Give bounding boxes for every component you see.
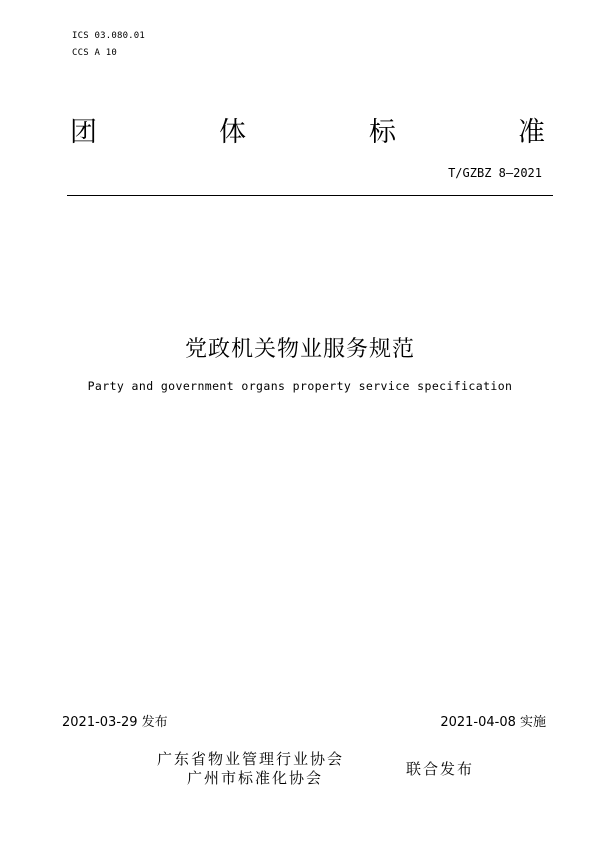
ics-code: ICS 03.080.01 [72, 31, 146, 41]
ccs-code: CCS A 10 [72, 48, 117, 58]
document-type-char: 团 [70, 117, 97, 148]
document-type-char: 体 [219, 117, 246, 148]
standard-number: T/GZBZ 8—2021 [448, 166, 542, 180]
implementation-date: 2021-04-08 实施 [440, 715, 546, 730]
header-divider [67, 195, 553, 196]
joint-release-label: 联合发布 [406, 760, 475, 778]
document-title-chinese: 党政机关物业服务规范 [184, 337, 415, 362]
issuing-organization-1: 广东省物业管理行业协会 [157, 750, 345, 768]
document-type-char: 准 [518, 117, 545, 148]
issuing-organization-2: 广州市标准化协会 [187, 769, 324, 787]
document-title-english: Party and government organs property service specification [87, 379, 513, 393]
publication-date: 2021-03-29 发布 [62, 715, 168, 730]
document-type-char: 标 [369, 117, 396, 148]
